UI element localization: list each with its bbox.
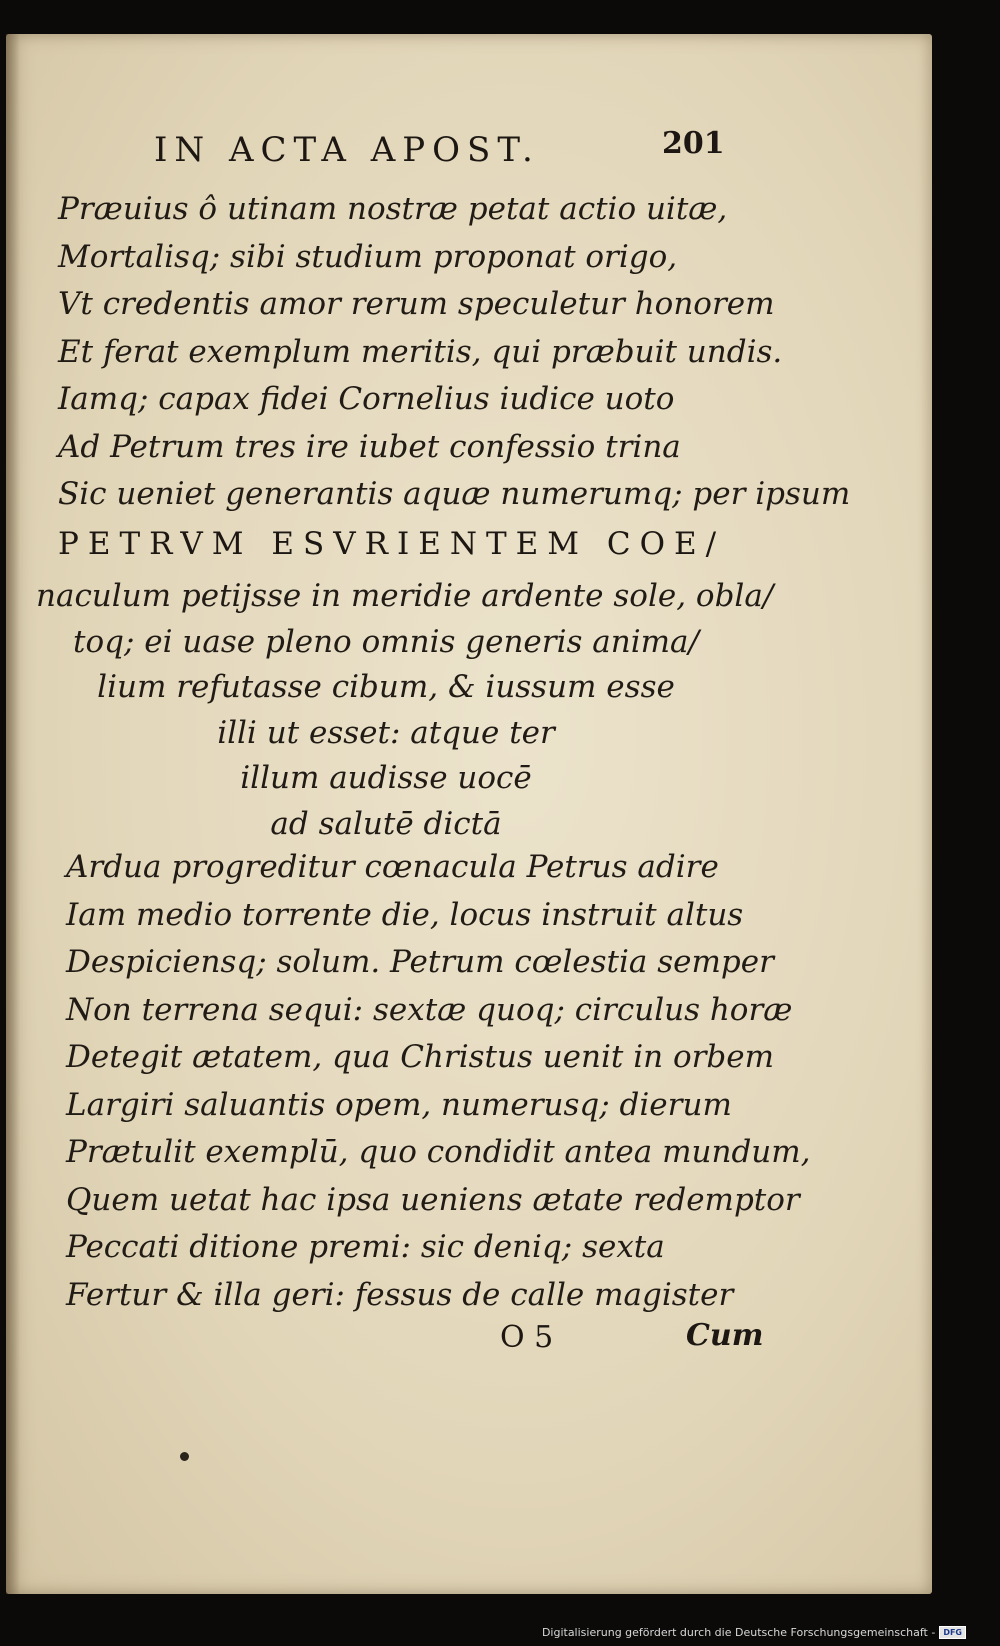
verse-line: Detegit ætatem, qua Christus uenit in orbem: [66, 1039, 775, 1075]
heading-line: illum audisse uocē: [240, 760, 532, 796]
verse-line: Despiciensq; solum. Petrum cœlestia semper: [66, 944, 774, 980]
verse-line: Sic ueniet generantis aquæ numerumq; per ipsum: [58, 476, 851, 512]
verse-line: Ad Petrum tres ire iubet confessio trina: [58, 428, 681, 465]
verse-line: Peccati ditione premi: sic deniq; sexta: [66, 1229, 665, 1265]
running-head: IN ACTA APOST.: [154, 130, 540, 170]
book-page: [6, 34, 932, 1594]
heading-line: naculum petijsse in meridie ardente sole, obla/: [36, 578, 774, 614]
heading-line: ad salutē dictā: [270, 805, 502, 842]
verse-line: Iamq; capax fidei Cornelius iudice uoto: [58, 381, 675, 417]
ink-spot: [180, 1452, 189, 1461]
verse-line: Vt credentis amor rerum speculetur honorem: [58, 286, 775, 322]
verse-line: Et ferat exemplum meritis, qui præbuit undis.: [58, 333, 783, 370]
section-heading-continuation: [36, 574, 774, 847]
verse-line: Ardua progreditur cœnacula Petrus adire: [66, 849, 719, 885]
page-gutter-shadow: [6, 34, 20, 1594]
verse-line: Quem uetat hac ipsa ueniens ætate redemptor: [66, 1181, 800, 1218]
verse-line: Fertur & illa geri: fessus de calle magister: [66, 1276, 734, 1313]
digitization-credit: [542, 1626, 966, 1639]
verse-line: Iam medio torrente die, locus instruit altus: [66, 896, 744, 933]
dfg-logo: DFG: [939, 1626, 966, 1639]
catchword: Cum: [686, 1318, 764, 1353]
heading-line: toq; ei uase pleno omnis generis anima/: [73, 623, 699, 660]
verse-line: Prætulit exemplū, quo condidit antea mundum,: [66, 1134, 811, 1170]
signature-mark: O 5: [500, 1320, 554, 1355]
heading-line: illi ut esset: atque ter: [217, 714, 555, 751]
verse-line: Largiri saluantis opem, numerusq; dierum: [66, 1086, 732, 1123]
verse-block-2: [66, 844, 811, 1319]
section-heading: PETRVM ESVRIENTEM COE/: [58, 526, 726, 562]
verse-block-1: [58, 186, 850, 519]
heading-line: lium refutasse cibum, & iussum esse: [97, 669, 675, 705]
verse-line: Mortalisq; sibi studium proponat origo,: [58, 238, 678, 275]
verse-line: Non terrena sequi: sextæ quoq; circulus horæ: [66, 991, 793, 1028]
credit-text: Digitalisierung gefördert durch die Deutsche Forschungsgemeinschaft -: [541, 1626, 936, 1639]
page-number: 201: [662, 126, 725, 161]
verse-line: Præuius ô utinam nostræ petat actio uitæ,: [58, 191, 728, 227]
